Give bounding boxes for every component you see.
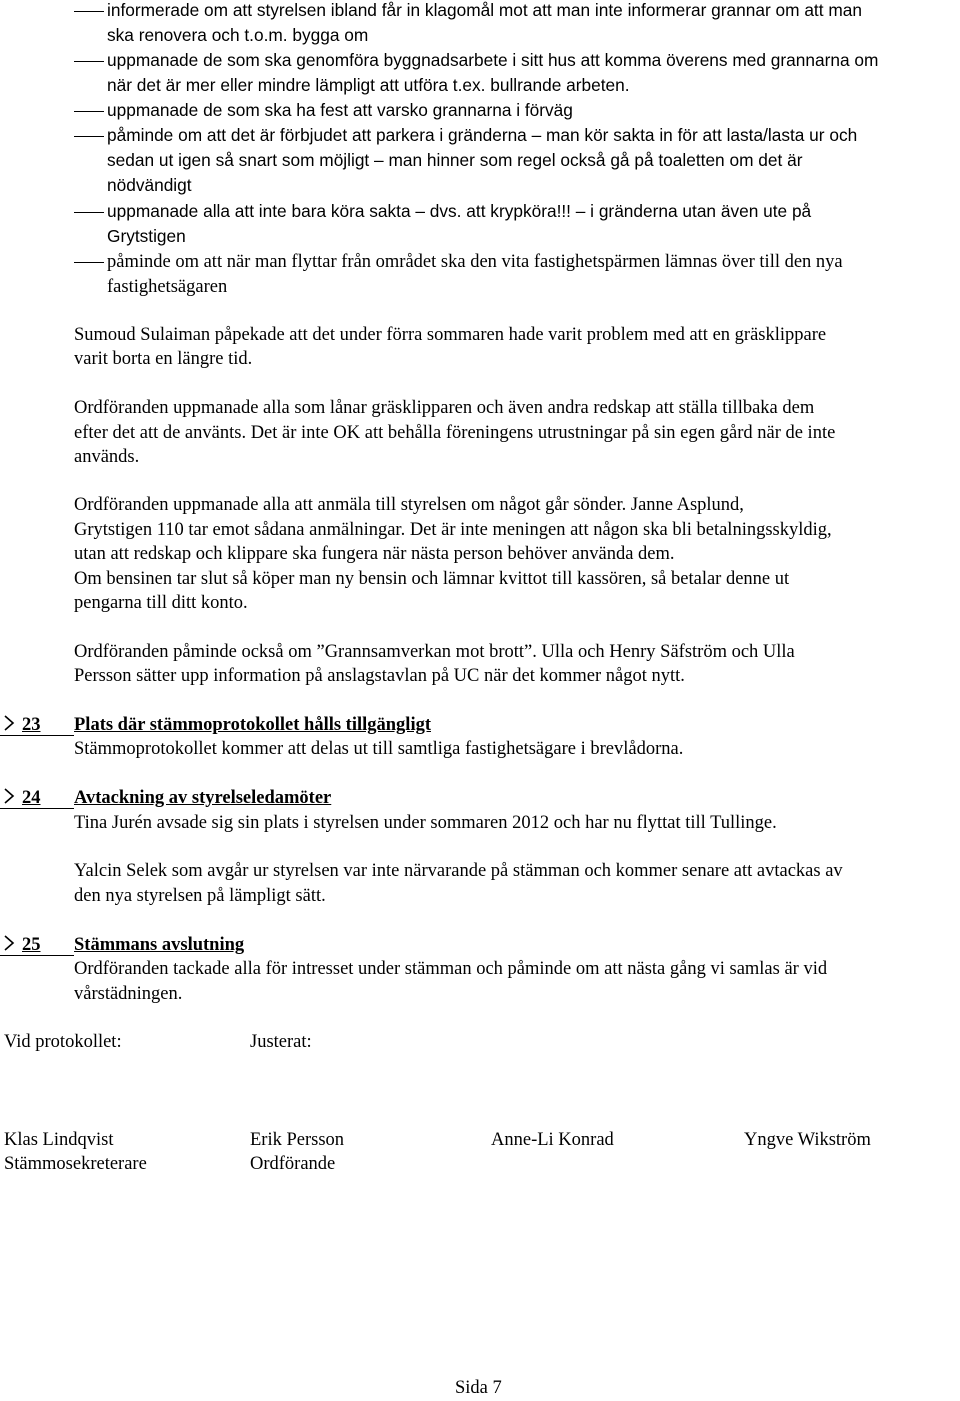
heading-rule	[0, 735, 74, 736]
paragraph-line: Ordföranden uppmanade alla att anmäla till styrelsen om något går sönder. Janne Asplund,	[74, 495, 744, 515]
signer-name: Yngve Wikström	[744, 1130, 871, 1150]
heading-rule	[0, 808, 74, 809]
arrow-right-icon	[4, 713, 16, 741]
section-number: 25	[22, 935, 41, 955]
section-number: 24	[22, 788, 41, 808]
adjusted-label: Justerat:	[250, 1032, 312, 1052]
section-body-line: den nya styrelsen på lämpligt sätt.	[74, 886, 326, 906]
protocol-label: Vid protokollet:	[4, 1032, 122, 1052]
signer-name: Anne-Li Konrad	[491, 1130, 614, 1150]
section-heading	[0, 933, 960, 958]
paragraph-line: Ordföranden uppmanade alla som lånar gräsklipparen och även andra redskap att ställa tillbaka dem	[74, 398, 815, 418]
paragraph-line: används.	[74, 447, 140, 467]
section-title: Stämmans avslutning	[74, 935, 245, 955]
signer-name: Erik Persson	[250, 1130, 345, 1150]
section-body-line: Tina Jurén avsade sig sin plats i styrelsen under sommaren 2012 och har nu flyttat till Tullinge.	[74, 813, 777, 833]
paragraph-line: efter det att de använts. Det är inte OK att behålla föreningens utrustningar på sin egen gård när de inte	[74, 423, 836, 443]
section-body-line: vårstädningen.	[74, 984, 183, 1004]
arrow-right-icon	[4, 786, 16, 814]
bullet-line: uppmanade de som ska genomföra byggnadsarbete i sitt hus att komma överens med grannarna om	[107, 50, 879, 70]
bullet-line: uppmanade de som ska ha fest att varsko grannarna i förväg	[107, 100, 573, 120]
bullet-dash	[74, 262, 104, 263]
paragraph-line: Om bensinen tar slut så köper man ny bensin och lämnar kvittot till kassören, så betalar denne ut	[74, 569, 790, 589]
section-title: Plats där stämmoprotokollet hålls tillgängligt	[74, 715, 431, 735]
signer-name: Klas Lindqvist	[4, 1130, 114, 1150]
section-body-line: Ordföranden tackade alla för intresset under stämman och påminde om att nästa gång vi samlas är vid	[74, 959, 828, 979]
paragraph-line: Grytstigen 110 tar emot sådana anmälningar. Det är inte meningen att någon ska bli betalningsskyldig,	[74, 520, 832, 540]
bullet-line: informerade om att styrelsen ibland får in klagomål mot att man inte informerar grannar om att man	[107, 0, 862, 20]
bullet-dash	[74, 11, 104, 12]
bullet-dash	[74, 212, 104, 213]
heading-rule	[0, 955, 74, 956]
paragraph-line: varit borta en längre tid.	[74, 349, 253, 369]
section-number: 23	[22, 715, 41, 735]
bullet-line: ska renovera och t.o.m. bygga om	[107, 25, 369, 45]
paragraph-line: Persson sätter upp information på anslagstavlan på UC när det kommer något nytt.	[74, 666, 685, 686]
bullet-dash	[74, 61, 104, 62]
bullet-line: när det är mer eller mindre lämpligt att utföra t.ex. bullrande arbeten.	[107, 75, 630, 95]
bullet-line: påminde om att det är förbjudet att parkera i gränderna – man kör sakta in för att lasta/lasta ur och	[107, 125, 858, 145]
section-title: Avtackning av styrelseledamöter	[74, 788, 332, 808]
paragraph-line: pengarna till ditt konto.	[74, 593, 248, 613]
arrow-right-icon	[4, 933, 16, 961]
bullet-line: fastighetsägaren	[107, 277, 228, 297]
bullet-line: påminde om att när man flyttar från området ska den vita fastighetspärmen lämnas över till den nya	[107, 252, 843, 272]
bullet-line: sedan ut igen så snart som möjligt – man hinner som regel också gå på toaletten om det är	[107, 150, 803, 170]
section-heading	[0, 786, 960, 811]
bullet-line: uppmanade alla att inte bara köra sakta – dvs. att krypköra!!! – i gränderna utan även ute på	[107, 201, 812, 221]
paragraph-line: Ordföranden påminde också om ”Grannsamverkan mot brott”. Ulla och Henry Säfström och Ulla	[74, 642, 795, 662]
section-body-line: Yalcin Selek som avgår ur styrelsen var inte närvarande på stämman och kommer senare att avtackas av	[74, 861, 843, 881]
paragraph-line: utan att redskap och klippare ska fungera när nästa person behöver använda dem.	[74, 544, 675, 564]
section-heading	[0, 713, 960, 738]
bullet-line: nödvändigt	[107, 175, 192, 195]
section-body-line: Stämmoprotokollet kommer att delas ut till samtliga fastighetsägare i brevlådorna.	[74, 739, 684, 759]
bullet-dash	[74, 136, 104, 137]
bullet-dash	[74, 111, 104, 112]
bullet-line: Grytstigen	[107, 226, 186, 246]
page-number: Sida 7	[455, 1378, 502, 1398]
signer-role: Ordförande	[250, 1154, 336, 1174]
signer-role: Stämmosekreterare	[4, 1154, 147, 1174]
paragraph-line: Sumoud Sulaiman påpekade att det under förra sommaren hade varit problem med att en gräsklippare	[74, 325, 827, 345]
